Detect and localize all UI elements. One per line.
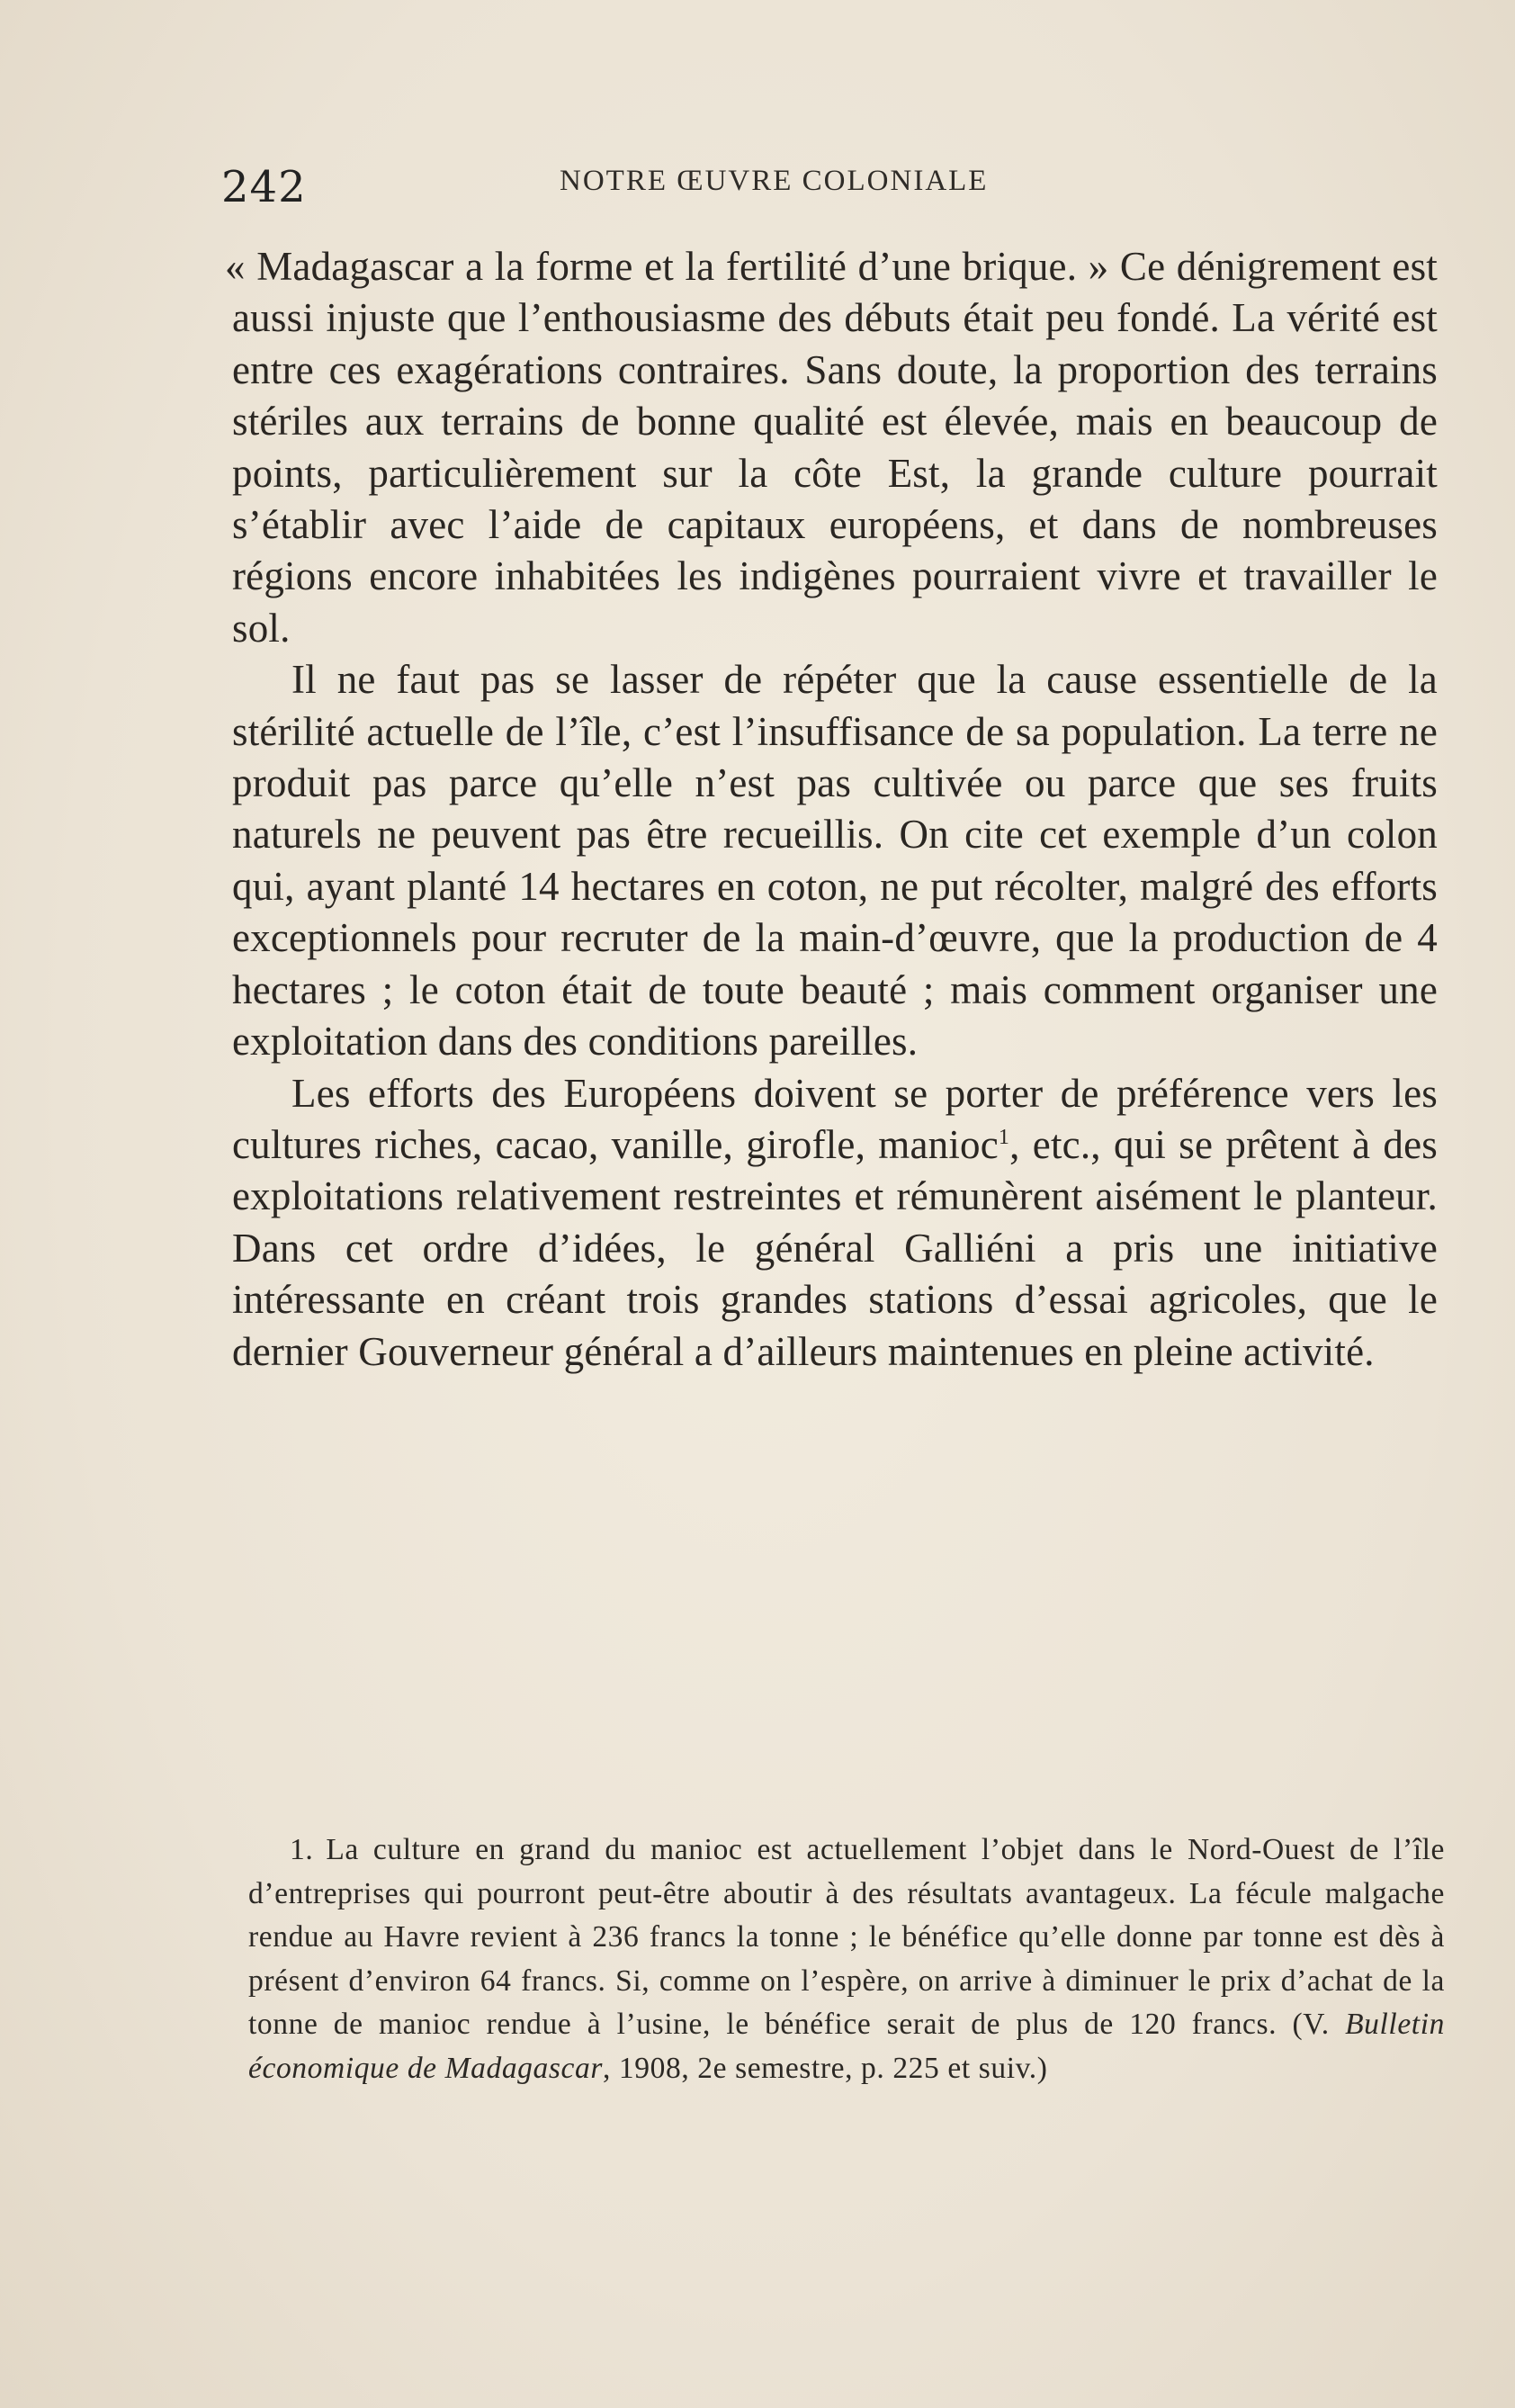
footnote-text: La culture en grand du manioc est actuellement l’objet dans le Nord-Ouest de l’île d’entreprises qui pourront peut-être aboutir à des résultats avantageux. La fécule malgache rendue au Havre revient à 236 francs la tonne ; le bénéfice qu’elle donne par tonne est dès à présent d’environ 64 francs. Si, comme on l’espère, on arrive à diminuer le prix d’achat de la tonne de manioc rendue à l’usine, le bénéfice serait de plus de 120 francs. (V.	[248, 1833, 1445, 2041]
footnote-citation: Bulletin économique de Madagascar	[248, 2008, 1445, 2085]
page-header	[221, 155, 1090, 212]
footnote-reference[interactable]: 1	[998, 1125, 1010, 1149]
running-head: NOTRE ŒUVRE COLONIALE	[560, 165, 989, 197]
footnote-citation-details: , 1908, 2e semestre, p. 225 et suiv.)	[602, 2051, 1048, 2085]
page-number: 242	[221, 162, 307, 212]
paragraph-2: Il ne faut pas se lasser de répéter que la cause essentielle de la stérilité actuelle de l’île, c’est l’insuffisance de sa population. La terre ne produit pas parce qu’elle n’est pas cultivée ou parce que ses fruits naturels ne peuvent pas être recueillis. On cite cet exemple d’un colon qui, ayant planté 14 hectares en coton, ne put récolter, malgré des efforts exceptionnels pour recruter de la main-d’œuvre, que la production de 4 hectares ; le coton était de toute beauté ; mais comment organiser une exploitation dans des conditions pareilles.	[232, 657, 1438, 1065]
paragraph-1: « Madagascar a la forme et la fertilité d’une brique. » Ce dénigrement est aussi injuste que l’enthousiasme des débuts était peu fondé. La vérité est entre ces exagérations contraires. Sans doute, la proportion des terrains stériles aux terrains de bonne qualité est élevée, mais en beaucoup de points, particulièrement sur la côte Est, la grande culture pourrait s’établir avec l’aide de capitaux européens, et dans de nombreuses régions encore inhabitées les indigènes pourraient vivre et travailler le sol.	[225, 244, 1438, 651]
paragraph-3-text-start: Les efforts des Européens doivent se porter de préférence vers les cultures riches, cacao, vanille, girofle, manioc	[232, 1070, 1438, 1167]
footnote-number: 1.	[290, 1833, 314, 1866]
main-text	[225, 241, 1438, 1378]
paragraph-3-text-end: , etc., qui se prêtent à des exploitations relativement restreintes et rémunèrent aisément le planteur. Dans cet ordre d’idées, le général Galliéni a pris une initiative intéressante en créant trois grandes stations d’essai agricoles, que le dernier Gouverneur général a d’ailleurs maintenues en pleine activité.	[232, 1121, 1438, 1374]
paragraph-3	[232, 1068, 1438, 1378]
footnote	[248, 1828, 1445, 2090]
